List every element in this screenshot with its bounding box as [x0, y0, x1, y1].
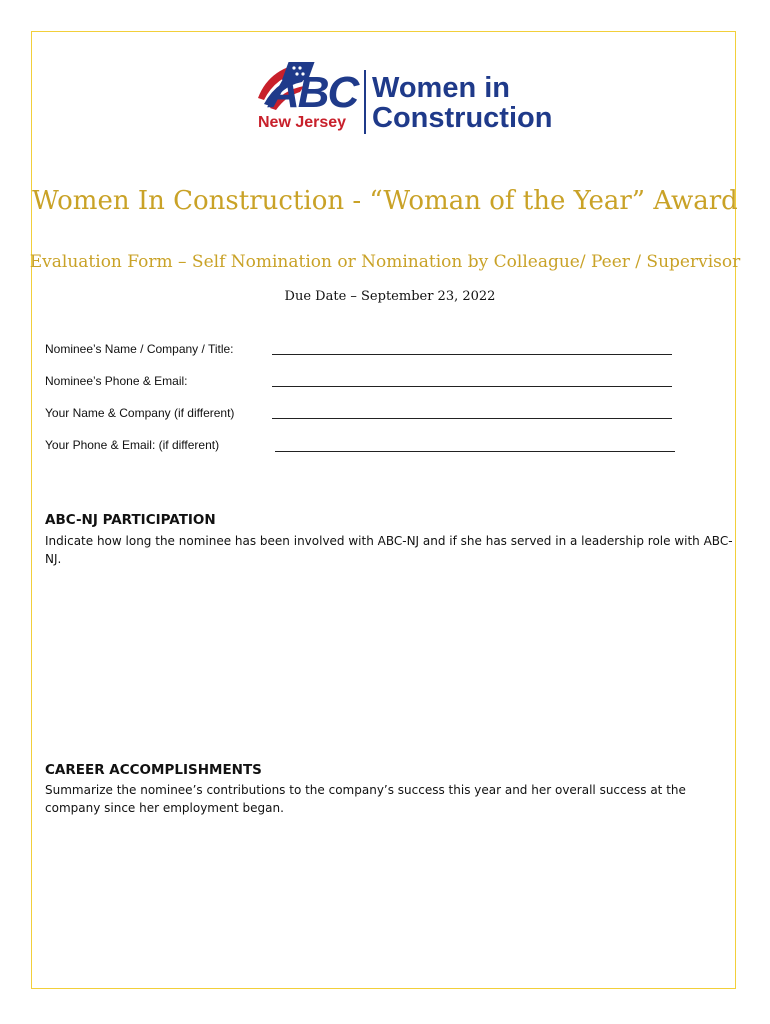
your-name-label: Your Name & Company (if different) [45, 406, 235, 420]
abc-nj-women-in-construction-logo [246, 56, 576, 140]
page-border [31, 31, 736, 989]
participation-text: Indicate how long the nominee has been involved with ABC-NJ and if she has served in a leadership role with ABC-NJ. [45, 534, 733, 566]
nominee-name-field[interactable] [272, 354, 672, 355]
your-phone-field[interactable] [275, 451, 675, 452]
page-subtitle: Evaluation Form – Self Nomination or Nomination by Colleague/ Peer / Supervisor [29, 252, 741, 272]
women-in-logo-text: Women in [372, 72, 511, 104]
due-date: Due Date – September 23, 2022 [284, 289, 496, 304]
construction-logo-text: Construction [372, 102, 553, 134]
logo-divider [364, 70, 366, 134]
new-jersey-logo-text: New Jersey [258, 114, 347, 131]
nominee-phone-field[interactable] [272, 386, 672, 387]
your-name-field[interactable] [272, 418, 672, 419]
career-accomplishments-heading: CAREER ACCOMPLISHMENTS [45, 762, 262, 778]
participation-heading: ABC-NJ PARTICIPATION [45, 512, 216, 528]
your-phone-label: Your Phone & Email: (if different) [45, 438, 220, 452]
nominee-phone-label: Nominee’s Phone & Email: [45, 374, 188, 388]
abc-logo-text: ABC [268, 68, 358, 117]
nominee-name-label: Nominee’s Name / Company / Title: [45, 342, 234, 356]
page-title: Women In Construction - “Woman of the Year” Award [32, 186, 738, 216]
career-accomplishments-text: Summarize the nominee’s contributions to the company’s success this year and her overall success at the company since her employment began. [45, 783, 686, 815]
